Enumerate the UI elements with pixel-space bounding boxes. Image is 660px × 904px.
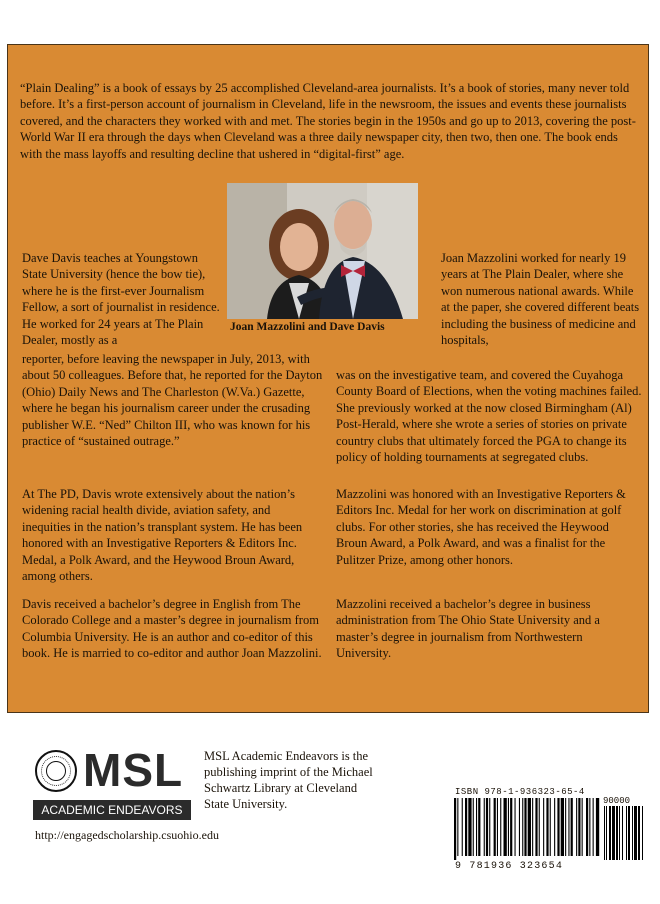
davis-bio-intro: Dave Davis teaches at Youngstown State University (hence the bow tie), where he is the first-ever Journalism Fellow, a sort of journalist in residence. He worked for 24 years at The Plain Dealer, mostly as a: [22, 251, 220, 348]
intro-paragraph: “Plain Dealing” is a book of essays by 25 accomplished Cleveland-area journalists. It’s a book of stories, many never told before. It’s a first-person account of journalism in Cleveland, life in the newsroom, the issues and events these journalists covered, and the characters they worked with and met. The stories begin in the 1950s and go up to 2013, covering the post-World War II era through the days when Cleveland was a three daily newspaper city, then two, then one. The book ends with the mass layoffs and resulting decline that ushered in “digital-first” age.: [20, 81, 636, 161]
davis-bio-education: Davis received a bachelor’s degree in English from The Colorado College and a master’s degree in journalism from Columbia University. He is an author and co-editor of this book. He is married to co-editor and author Joan Mazzolini.: [22, 597, 322, 661]
mazzolini-bio-intro: Joan Mazzolini worked for nearly 19 years at The Plain Dealer, where she won numerous national awards. While at the paper, she covered different beats including the business of medicine and hospitals,: [441, 251, 640, 348]
authors-photo: [227, 183, 418, 319]
publisher-imprint: MSL Academic Endeavors is the publishing imprint of the Michael Schwartz Library at Cleveland State University.: [204, 749, 373, 811]
mazzolini-bio-intro-cont: was on the investigative team, and covered the Cuyahoga County Board of Elections, when the voting machines failed. She previously worked at the now closed Birmingham (Al) Post-Herald, where she wrote a series of stories on private country clubs that ultimately forced the PGA to change its policy of holding tournaments at segregated clubs.: [336, 368, 642, 465]
isbn-label: ISBN 978-1-936323-65-4: [455, 787, 585, 797]
mazzolini-bio-awards: Mazzolini was honored with an Investigative Reporters & Editors Inc. Medal for her work on discrimination at golf clubs. For other stories, she has received the Heywood Broun Award, a Polk Award, and was a finalist for the Pulitzer Prize, among other honors.: [336, 487, 626, 567]
davis-bio-awards: At The PD, Davis wrote extensively about the nation’s widening racial health divide, aviation safety, and inequities in the nation’s transplant system. He has been honored with an Investigative Reporters & Editors Inc. Medal, a Polk Award, and the Heywood Broun Award, among others.: [22, 487, 303, 584]
price-addon: 90000: [603, 796, 631, 806]
barcode-digits: 9 781936 323654: [455, 861, 564, 872]
publisher-url[interactable]: http://engagedscholarship.csuohio.edu: [35, 828, 219, 842]
davis-bio-intro-cont: reporter, before leaving the newspaper in July, 2013, with about 50 colleagues. Before that, he reported for the Dayton (Ohio) Daily News and The Charleston (W.Va.) Gazette, where he began his journalism career under the crusading publisher W.E. “Ned” Chilton III, who was known for his practice of “sustained outrage.”: [22, 352, 323, 449]
msl-logo: [33, 744, 193, 820]
university-seal-icon: [35, 750, 77, 792]
photo-caption: Joan Mazzolini and Dave Davis: [230, 321, 385, 333]
logo-subtitle: ACADEMIC ENDEAVORS: [33, 800, 191, 820]
mazzolini-bio-education: Mazzolini received a bachelor’s degree in business administration from The Ohio State University and a master’s degree in journalism from Northwestern University.: [336, 597, 600, 661]
barcode-icon: [452, 798, 646, 860]
logo-text: MSL: [83, 744, 184, 796]
